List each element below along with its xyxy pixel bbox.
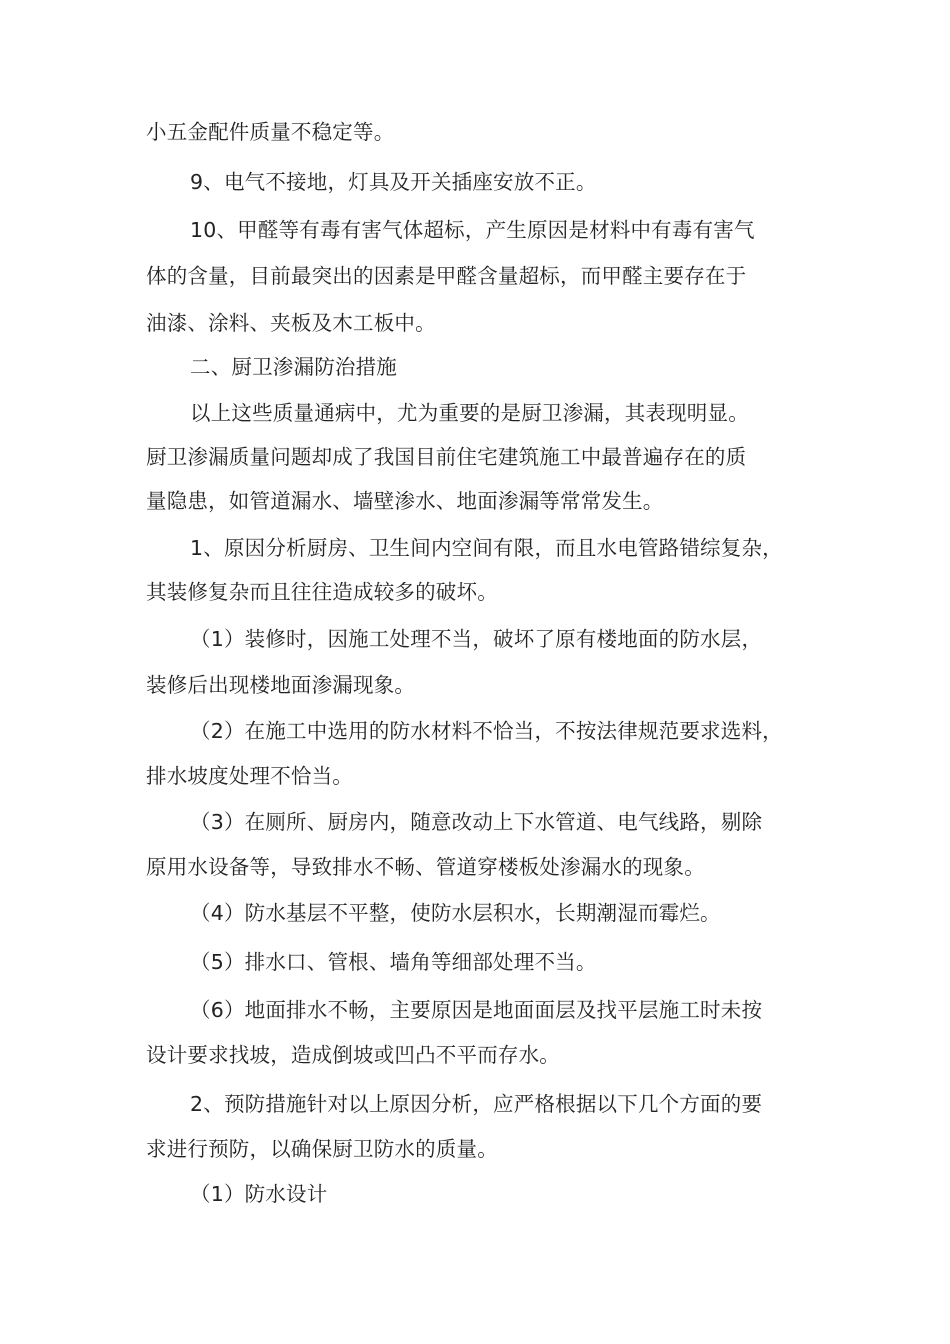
text-line-10: 1、原因分析厨房、卫生间内空间有限，而且水电管路错综复杂， [190, 536, 783, 560]
text-line-5: 油漆、涂料、夹板及木工板中。 [146, 311, 436, 335]
text-line-3: 10、甲醛等有毒有害气体超标，产生原因是材料中有毒有害气 [190, 218, 755, 242]
text-line-21: 设计要求找坡，造成倒坡或凹凸不平而存水。 [146, 1043, 560, 1067]
text-line-20: （6）地面排水不畅，主要原因是地面面层及找平层施工时未按 [190, 998, 763, 1022]
text-line-9: 量隐患，如管道漏水、墙壁渗水、地面渗漏等常常发生。 [146, 489, 664, 513]
text-line-8: 厨卫渗漏质量问题却成了我国目前住宅建筑施工中最普遍存在的质 [146, 445, 747, 469]
text-line-23: 求进行预防，以确保厨卫防水的质量。 [146, 1137, 498, 1161]
text-line-4: 体的含量，目前最突出的因素是甲醛含量超标，而甲醛主要存在于 [146, 264, 747, 288]
text-line-14: （2）在施工中选用的防水材料不恰当，不按法律规范要求选料， [190, 719, 783, 743]
text-line-15: 排水坡度处理不恰当。 [146, 764, 353, 788]
text-line-12: （1）装修时，因施工处理不当，破坏了原有楼地面的防水层， [190, 627, 763, 651]
text-line-19: （5）排水口、管根、墙角等细部处理不当。 [190, 950, 597, 974]
text-line-13: 装修后出现楼地面渗漏现象。 [146, 673, 416, 697]
text-line-2: 9、电气不接地，灯具及开关插座安放不正。 [190, 170, 597, 194]
text-line-11: 其装修复杂而且往往造成较多的破坏。 [146, 580, 498, 604]
text-line-1: 小五金配件质量不稳定等。 [146, 120, 395, 144]
text-line-7: 以上这些质量通病中，尤为重要的是厨卫渗漏，其表现明显。 [190, 401, 749, 425]
section-heading: 二、厨卫渗漏防治措施 [190, 355, 397, 379]
text-line-22: 2、预防措施针对以上原因分析，应严格根据以下几个方面的要 [190, 1092, 763, 1116]
text-line-18: （4）防水基层不平整，使防水层积水，长期潮湿而霉烂。 [190, 901, 721, 925]
text-line-24: （1）防水设计 [190, 1182, 328, 1206]
text-line-17: 原用水设备等，导致排水不畅、管道穿楼板处渗漏水的现象。 [146, 855, 705, 879]
text-line-16: （3）在厕所、厨房内，随意改动上下水管道、电气线路，剔除 [190, 810, 763, 834]
